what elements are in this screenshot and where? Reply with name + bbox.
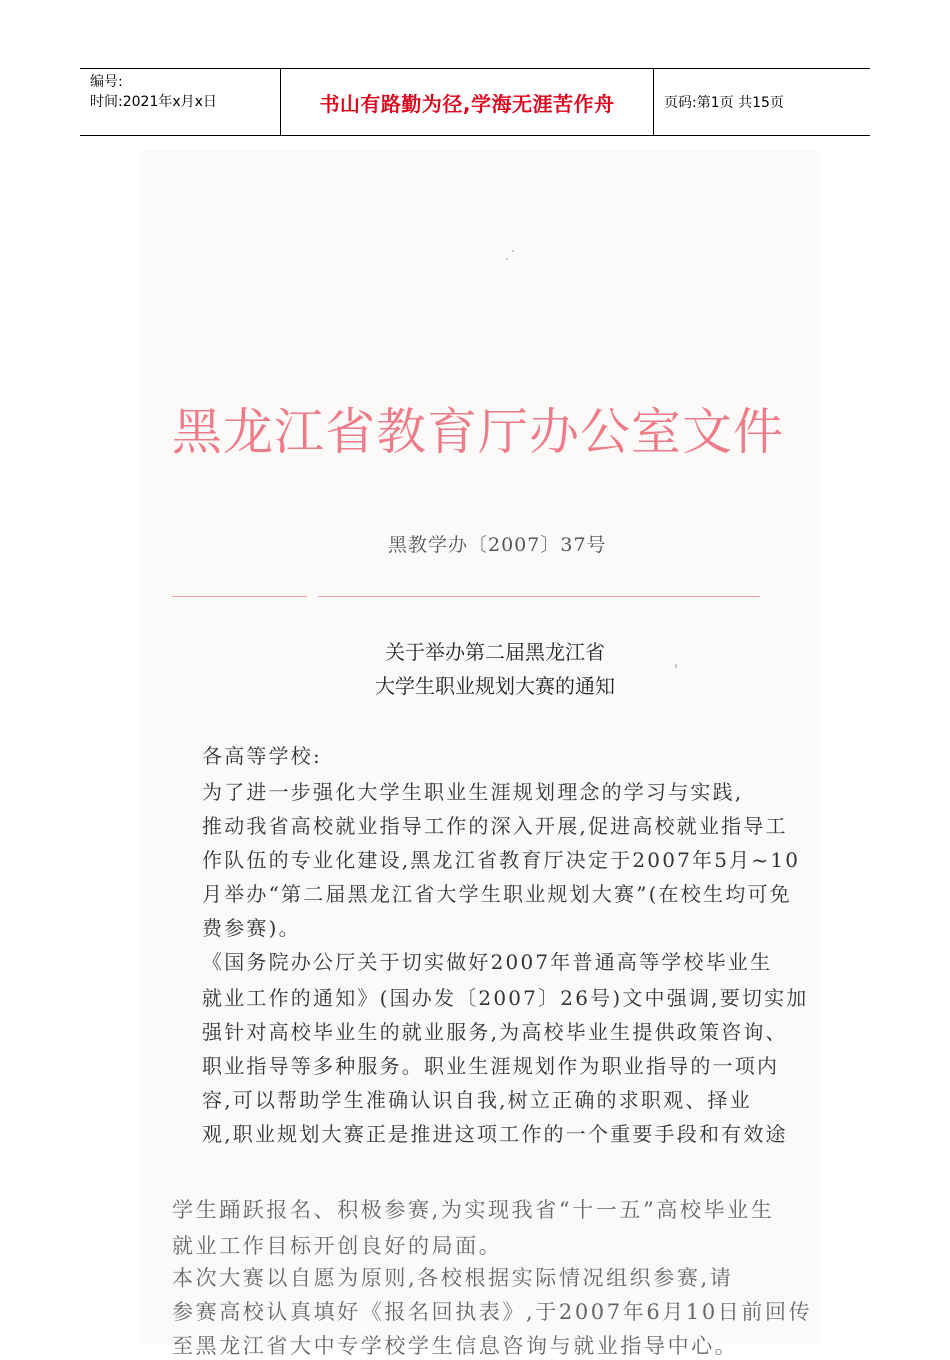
body-line: 职业指导等多种服务。职业生涯规划作为职业指导的一项内 <box>202 1054 780 1078</box>
scan-speck <box>506 258 508 260</box>
number-label: 编号: <box>90 74 123 90</box>
salutation: 各高等学校: <box>202 744 322 768</box>
body-line: 费参赛)。 <box>202 916 301 940</box>
body-line: 月举办“第二届黑龙江省大学生职业规划大赛”(在校生均可免 <box>202 882 792 906</box>
lower-line: 参赛高校认真填好《报名回执表》,于2007年6月10日前回传 <box>172 1300 813 1324</box>
lower-line: 本次大赛以自愿为原则,各校根据实际情况组织参赛,请 <box>172 1266 734 1290</box>
body-line: 容,可以帮助学生准确认识自我,树立正确的求职观、择业 <box>202 1088 752 1112</box>
body-line: 推动我省高校就业指导工作的深入开展,促进高校就业指导工 <box>202 814 788 838</box>
page-header <box>80 68 870 136</box>
notice-title-line2: 大学生职业规划大赛的通知 <box>375 674 615 698</box>
lower-line: 至黑龙江省大中专学校学生信息咨询与就业指导中心。 <box>172 1334 739 1358</box>
lower-line: 就业工作目标开创良好的局面。 <box>172 1234 503 1258</box>
red-divider-right <box>318 596 760 597</box>
header-meta <box>80 69 281 135</box>
red-divider-left <box>172 596 307 597</box>
body-line: 就业工作的通知》(国办发〔2007〕26号)文中强调,要切实加 <box>202 986 809 1010</box>
document-number: 黑教学办〔2007〕37号 <box>388 534 607 556</box>
body-line: 观,职业规划大赛正是推进这项工作的一个重要手段和有效途 <box>202 1122 788 1146</box>
body-line: 《国务院办公厅关于切实做好2007年普通高等学校毕业生 <box>202 950 773 974</box>
time-label: 时间:2021年x月x日 <box>90 94 217 110</box>
body-line: 作队伍的专业化建设,黑龙江省教育厅决定于2007年5月~10 <box>202 848 801 872</box>
body-line: 强针对高校毕业生的就业服务,为高校毕业生提供政策咨询、 <box>202 1020 788 1044</box>
issuer-title: 黑龙江省教育厅办公室文件 <box>172 403 784 461</box>
body-line: 为了进一步强化大学生职业生涯规划理念的学习与实践, <box>202 780 744 804</box>
page-info: 页码:第1页 共15页 <box>664 95 784 111</box>
header-motto: 书山有路勤为径,学海无涯苦作舟 <box>281 69 654 135</box>
lower-line: 学生踊跃报名、积极参赛,为实现我省“十一五”高校毕业生 <box>172 1198 775 1222</box>
notice-title-line1: 关于举办第二届黑龙江省 <box>385 640 605 664</box>
scan-speck <box>512 250 514 252</box>
